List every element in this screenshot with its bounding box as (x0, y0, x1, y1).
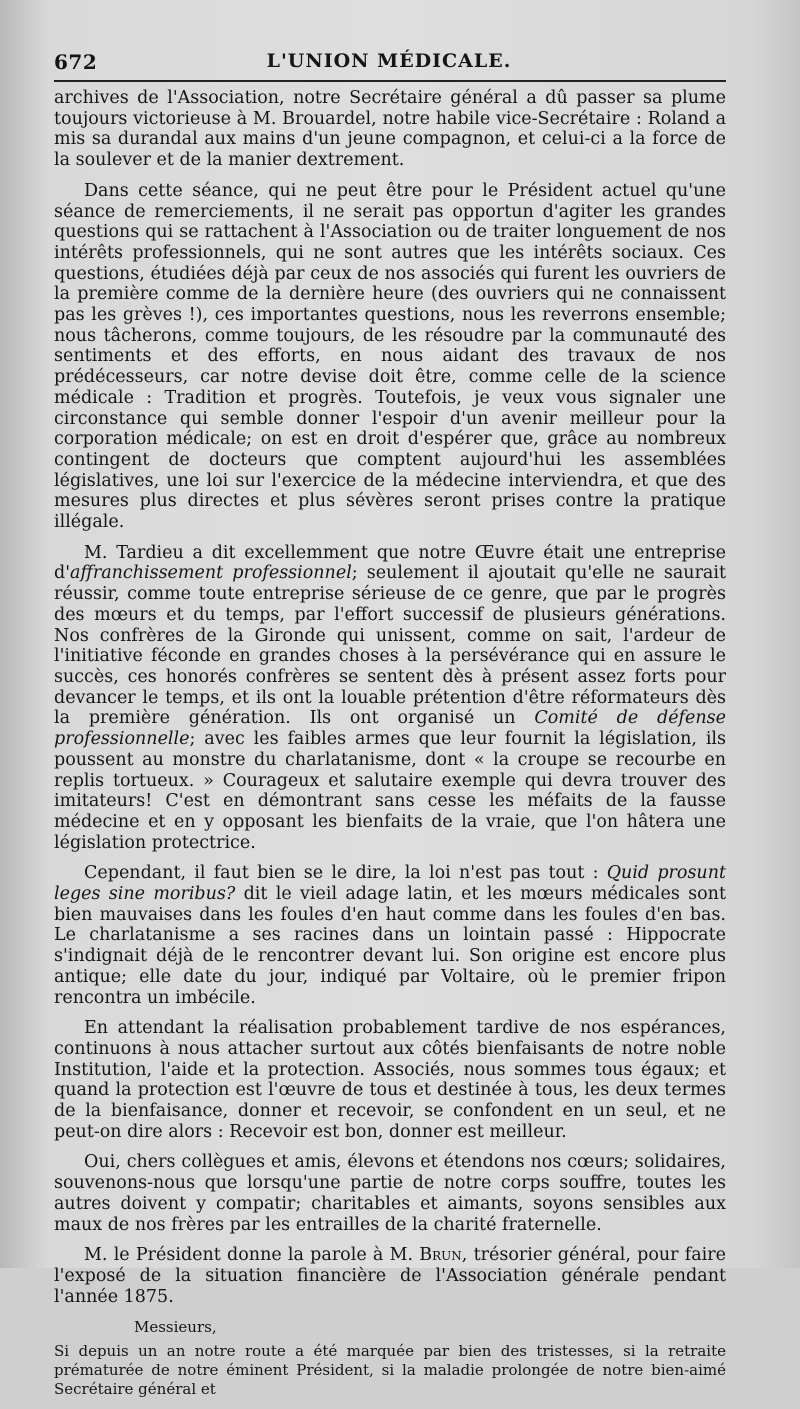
paragraph-session: Dans cette séance, qui ne peut être pour le Président actuel qu'une séance de remerciements, il ne serait pas opportun d'agiter les grandes questions qui se rattachent à l'Association ou de traiter longuement de nos intérêts professionnels, qui ne sont autres que les intérêts sociaux. Ces questions, étudiées déjà par ceux de nos associés qui furent les ouvriers de la première comme de la dernière heure (des ouvriers qui ne connaissent pas les grèves !), ces importantes questions, nous les reverrons ensemble; nous tâcherons, comme toujours, de les résoudre par la communauté des sentiments et des efforts, en nous aidant des travaux de nos prédécesseurs, car notre devise doit être, comme celle de la science médicale : Tradition et progrès. Toutefois, je veux vous signaler une circonstance qui semble donner l'espoir d'un avenir meilleur pour la corporation médicale; on est en droit d'espérer que, grâce au nombreux contingent de docteurs que comptent aujourd'hui les assemblées législatives, une loi sur l'exercice de la médecine interviendra, et que des mesures plus directes et plus sévères seront prises contre la pratique illégale. (54, 180, 726, 533)
body-text (54, 88, 726, 1409)
paragraph-law: Cependant, il faut bien se le dire, la loi n'est pas tout : Quid prosunt leges sine moribus? dit le vieil adage latin, et les mœurs médicales sont bien mauvaises dans les foules d'en haut comme dans les foules d'en bas. Le charlatanisme a ses racines dans un lointain passé : Hippocrate s'indignait déjà de le rencontrer devant lui. Son origine est encore plus antique; elle date du jour, indiqué par Voltaire, où le premier fripon rencontra un imbécile. (54, 863, 726, 1008)
paragraph-colleagues: Oui, chers collègues et amis, élevons et étendons nos cœurs; solidaires, souvenons-nous que lorsqu'une partie de notre corps souffre, toutes les autres doivent y compatir; charitables et aimants, soyons sensibles aux maux de nos frères par les entrailles de la charité fraternelle. (54, 1152, 726, 1235)
closing-fragment: Si depuis un an notre route a été marquée par bien des tristesses, si la retraite prématurée de notre éminent Président, si la maladie prolongée de notre bien-aimé Secrétaire général et (54, 1342, 726, 1399)
salutation: Messieurs, (134, 1318, 217, 1337)
paragraph-treasurer: M. le Président donne la parole à M. Brun, trésorier général, pour faire l'exposé de la situation financière de l'Association générale pendant l'année 1875. (54, 1245, 726, 1307)
paragraph-continuation: archives de l'Association, notre Secrétaire général a dû passer sa plume toujours victorieuse à M. Brouardel, notre habile vice-Secrétaire : Roland a mis sa durandal aux mains d'un jeune compagnon, et celui-ci a la force de la soulever et de la manier dextrement. (54, 88, 726, 171)
page-header (54, 50, 724, 76)
paragraph-tardieu: M. Tardieu a dit excellemment que notre Œuvre était une entreprise d'affranchissement professionnel; seulement il ajoutait qu'elle ne saurait réussir, comme toute entreprise sérieuse de ce genre, que par le progrès des mœurs et du temps, par l'effort successif de plusieurs générations. Nos confrères de la Gironde qui unissent, comme on sait, l'ardeur de l'initiative féconde en grandes choses à la persévérance qui en assure le succès, ces honorés confrères se sentent dès à présent assez forts pour devancer le temps, et ils ont la louable prétention d'être réformateurs dès la première génération. Ils ont organisé un Comité de défense professionnelle; avec les faibles armes que leur fournit la législation, ils poussent au monstre du charlatanisme, dont « la croupe se recourbe en replis tortueux. » Courageux et salutaire exemple qui devra trouver des imitateurs! C'est en démontrant sans cesse les méfaits de la fausse médecine et en y opposant les bienfaits de la vraie, que l'on hâtera une législation protectrice. (54, 542, 726, 853)
header-rule (54, 80, 726, 82)
paragraph-hopes: En attendant la réalisation probablement tardive de nos espérances, continuons à nous attacher surtout aux côtés bienfaisants de notre noble Institution, l'aide et la protection. Associés, nous sommes tous égaux; et quand la protection est l'œuvre de tous et destinée à tous, les deux termes de la bienfaisance, donner et recevoir, se confondent en un seul, et ne peut-on dire alors : Recevoir est bon, donner est meilleur. (54, 1018, 726, 1142)
page-number: 672 (54, 50, 98, 74)
running-title: L'UNION MÉDICALE. (266, 50, 512, 72)
